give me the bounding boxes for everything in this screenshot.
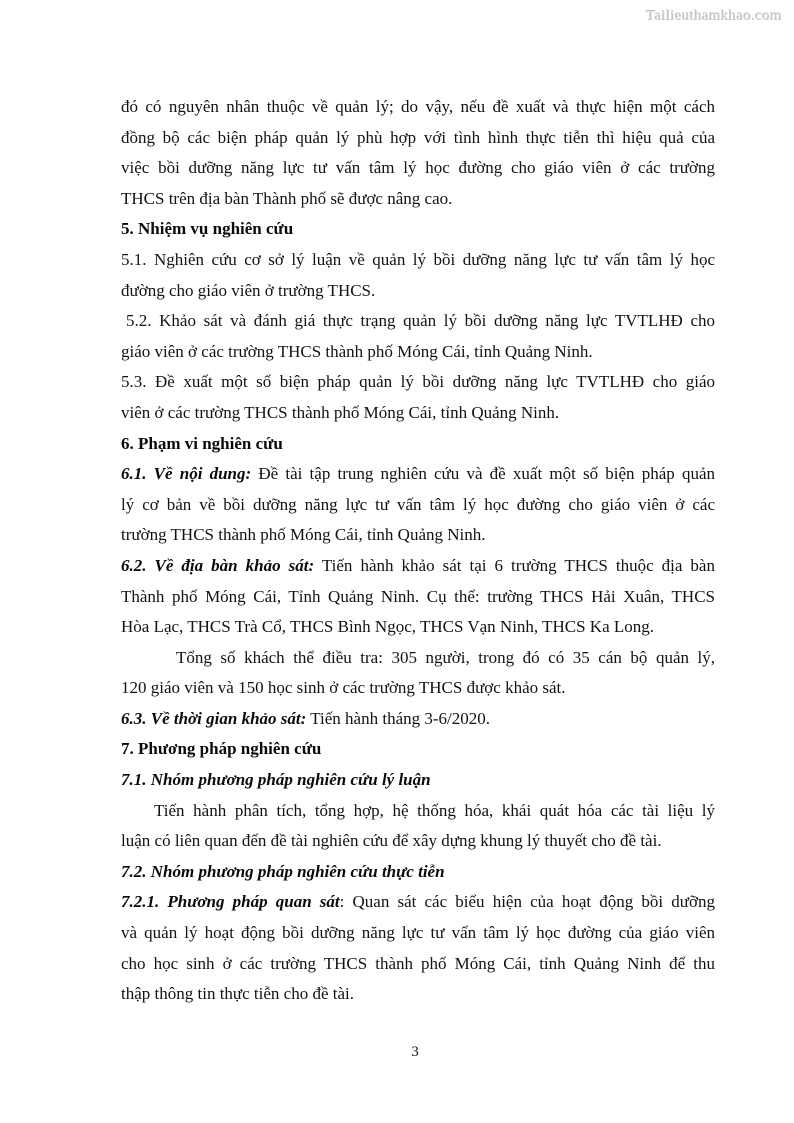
text-line	[121, 337, 715, 368]
text-segment: 6. Phạm vi nghiên cứu	[121, 433, 283, 453]
text-segment: Hòa Lạc, THCS Trà Cổ, THCS Bình Ngọc, THCS Vạn Ninh, THCS Ka Long.	[121, 617, 655, 637]
text-segment: đồng bộ các biện pháp quản lý phù hợp với tình hình thực tiễn thì hiệu quả của	[121, 127, 715, 147]
text-line	[121, 92, 715, 123]
text-segment: Tiến hành tháng 3-6/2020.	[306, 708, 490, 728]
text-segment: 6.3. Về thời gian khảo sát:	[121, 708, 307, 728]
text-line	[121, 184, 715, 215]
watermark: Tailieuthamkhao.com	[646, 8, 782, 24]
text-segment: 6.2. Về địa bàn khảo sát:	[121, 555, 315, 575]
text-line	[121, 367, 715, 398]
text-line	[121, 918, 715, 949]
text-segment: cho học sinh ở các trường THCS thành phố Móng Cái, tỉnh Quảng Ninh để thu	[121, 953, 715, 973]
text-segment: 6.1. Về nội dung:	[121, 464, 252, 484]
text-line	[121, 582, 715, 613]
text-segment: Đề tài tập trung nghiên cứu và đề xuất một số biện pháp quản	[251, 464, 715, 484]
text-line	[121, 643, 715, 674]
text-segment: đường cho giáo viên ở trường THCS.	[121, 280, 376, 300]
text-segment: trường THCS thành phố Móng Cái, tỉnh Quảng Ninh.	[121, 525, 486, 545]
text-line	[121, 459, 715, 490]
text-line	[121, 276, 715, 307]
text-segment: 120 giáo viên và 150 học sinh ở các trường THCS được khảo sát.	[121, 678, 566, 698]
text-segment: lý cơ bản về bồi dưỡng năng lực tư vấn tâm lý học đường cho giáo viên ở các	[121, 494, 715, 514]
document-body	[121, 92, 715, 1010]
text-line	[121, 765, 715, 796]
text-segment: 5.1. Nghiên cứu cơ sở lý luận về quản lý bồi dưỡng năng lực tư vấn tâm lý học	[121, 249, 715, 269]
text-segment: 7. Phương pháp nghiên cứu	[121, 739, 322, 759]
text-segment: Tiến hành khảo sát tại 6 trường THCS thuộc địa bàn	[314, 555, 715, 575]
text-line	[121, 612, 715, 643]
text-line	[121, 520, 715, 551]
text-segment: giáo viên ở các trường THCS thành phố Móng Cái, tỉnh Quảng Ninh.	[121, 341, 593, 361]
text-segment: 5.2. Khảo sát và đánh giá thực trạng quản lý bồi dưỡng năng lực TVTLHĐ cho	[126, 311, 715, 331]
text-line	[121, 887, 715, 918]
text-line	[121, 153, 715, 184]
text-segment: thập thông tin thực tiễn cho đề tài.	[121, 984, 354, 1004]
text-segment: Tiến hành phân tích, tổng hợp, hệ thống hóa, khái quát hóa các tài liệu lý	[154, 800, 715, 820]
text-line	[121, 796, 715, 827]
text-line	[121, 826, 715, 857]
text-segment: 7.2. Nhóm phương pháp nghiên cứu thực tiễn	[121, 861, 445, 881]
text-segment: Thành phố Móng Cái, Tỉnh Quảng Ninh. Cụ thể: trường THCS Hải Xuân, THCS	[121, 586, 715, 606]
text-line	[121, 704, 715, 735]
text-line	[121, 245, 715, 276]
text-segment: và quản lý hoạt động bồi dưỡng năng lực tư vấn tâm lý học đường của giáo viên	[121, 923, 715, 943]
text-line	[121, 214, 715, 245]
text-line	[121, 398, 715, 429]
text-line	[121, 734, 715, 765]
text-segment: Tổng số khách thể điều tra: 305 người, trong đó có 35 cán bộ quản lý,	[176, 647, 715, 667]
text-line	[121, 673, 715, 704]
text-line	[121, 949, 715, 980]
text-line	[121, 429, 715, 460]
text-segment: việc bồi dưỡng năng lực tư vấn tâm lý học đường cho giáo viên ở các trường	[121, 158, 715, 178]
text-line	[121, 857, 715, 888]
text-segment: THCS trên địa bàn Thành phố sẽ được nâng cao.	[121, 188, 453, 208]
text-line	[121, 306, 715, 337]
text-segment: 7.1. Nhóm phương pháp nghiên cứu lý luận	[121, 770, 431, 790]
text-segment: 5. Nhiệm vụ nghiên cứu	[121, 219, 294, 239]
text-line	[121, 490, 715, 521]
page-number: 3	[411, 1044, 419, 1060]
text-segment: 5.3. Đề xuất một số biện pháp quản lý bồi dưỡng năng lực TVTLHĐ cho giáo	[121, 372, 715, 392]
text-segment: viên ở các trường THCS thành phố Móng Cái, tỉnh Quảng Ninh.	[121, 402, 560, 422]
text-line	[121, 979, 715, 1010]
text-segment: luận có liên quan đến đề tài nghiên cứu để xây dựng khung lý thuyết cho đề tài.	[121, 831, 662, 851]
text-segment: đó có nguyên nhân thuộc về quản lý; do vậy, nếu đề xuất và thực hiện một cách	[121, 97, 715, 116]
text-line	[121, 551, 715, 582]
text-segment: 7.2.1. Phương pháp quan sát	[121, 892, 340, 912]
text-segment: : Quan sát các biểu hiện của hoạt động bồi dưỡng	[339, 892, 715, 912]
text-line	[121, 123, 715, 154]
